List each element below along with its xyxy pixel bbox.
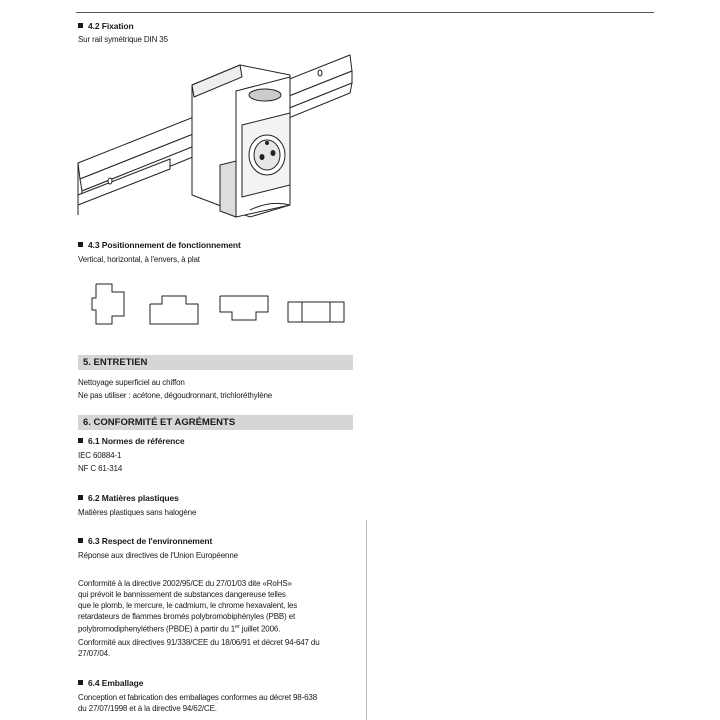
entretien-line-2: Ne pas utiliser : acétone, dégoudronnant, trichloréthylène <box>78 391 273 400</box>
matieres-text: Matières plastiques sans halogène <box>78 508 197 517</box>
rohs-line-1: Conformité à la directive 2002/95/CE du 27/01/03 dite «RoHS» <box>78 579 292 588</box>
section-bar-entretien: 5. ENTRETIEN <box>78 355 353 370</box>
bullet-square <box>78 438 83 443</box>
directive-line-1: Conformité aux directives 91/338/CEE du 18/06/91 et décret 94-647 du <box>78 638 320 647</box>
positions-diagram <box>90 280 360 330</box>
column-divider <box>366 520 367 720</box>
fixation-text: Sur rail symétrique DIN 35 <box>78 35 168 44</box>
rohs-line-3: que le plomb, le mercure, le cadmium, le chrome hexavalent, les <box>78 601 298 610</box>
norme-1: IEC 60884-1 <box>78 451 122 460</box>
rohs-line-4: retardateurs de flammes bromés polybromobiphényles (PBB) et <box>78 612 296 621</box>
emballage-line-1: Conception et fabrication des emballages conformes au décret 98-638 <box>78 693 317 702</box>
environnement-text: Réponse aux directives de l'Union Européenne <box>78 551 238 560</box>
bullet-square <box>78 495 83 500</box>
section-bar-conformite: 6. CONFORMITÉ ET AGRÉMENTS <box>78 415 353 430</box>
heading-positionnement: 4.3 Positionnement de fonctionnement <box>78 240 241 250</box>
heading-matieres: 6.2 Matières plastiques <box>78 493 179 503</box>
top-rule <box>76 12 654 13</box>
rohs-line-2: qui prévoit le bannissement de substances dangereuse telles <box>78 590 286 599</box>
heading-normes: 6.1 Normes de référence <box>78 436 184 446</box>
heading-environnement: 6.3 Respect de l'environnement <box>78 536 212 546</box>
bullet-square <box>78 23 83 28</box>
emballage-line-2: du 27/07/1998 et à la directive 94/62/CE. <box>78 704 217 713</box>
rohs-line-5: polybromodiphenyléthers (PBDE) à partir du 1er juillet 2006. <box>78 624 281 634</box>
norme-2: NF C 61-314 <box>78 464 123 473</box>
bullet-square <box>78 680 83 685</box>
bullet-square <box>78 242 83 247</box>
entretien-line-1: Nettoyage superficiel au chiffon <box>78 378 185 387</box>
bullet-square <box>78 538 83 543</box>
din-rail-illustration <box>70 45 360 225</box>
heading-fixation: 4.2 Fixation <box>78 21 134 31</box>
heading-emballage: 6.4 Emballage <box>78 678 143 688</box>
positionnement-text: Vertical, horizontal, à l'envers, à plat <box>78 255 200 264</box>
directive-line-2: 27/07/04. <box>78 649 111 658</box>
